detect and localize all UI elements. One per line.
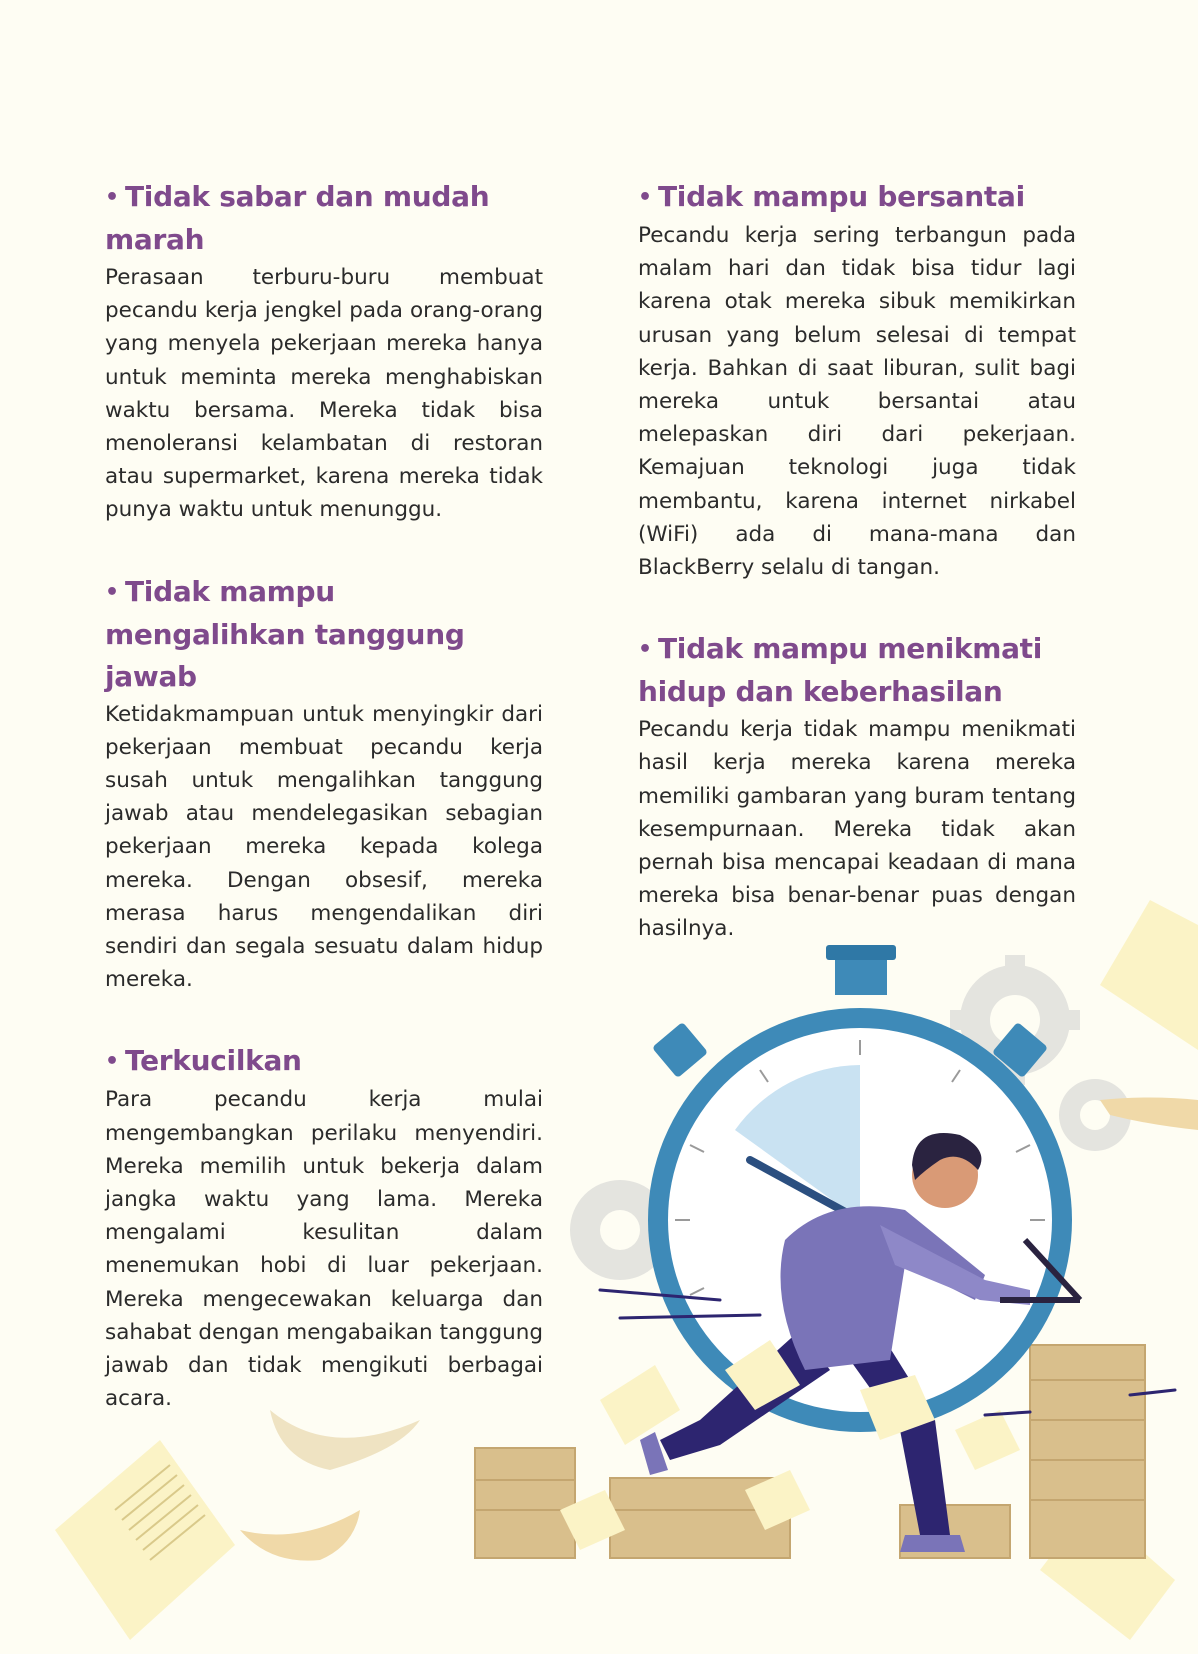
section-delegation [105,571,543,997]
running-man-icon [640,1133,1080,1552]
speed-lines [600,1290,1175,1415]
paper-icon [560,1490,625,1550]
paper-icon [600,1365,680,1445]
section-heading: • Tidak mampu bersantai [638,176,1076,219]
section-impatient [105,176,543,527]
paper-icon [1040,1505,1175,1640]
section-body: Pecandu kerja tidak mampu menikmati hasil kerja mereka karena mereka memiliki gambaran yang buram tentang kesempurnaan. Mereka tidak akan pernah bisa mencapai keadaan di mana mereka bisa benar-benar puas dengan hasilnya. [638,717,1076,942]
section-body: Ketidakmampuan untuk menyingkir dari pekerjaan membuat pecandu kerja susah untuk mengalihkan tanggung jawab atau mendelegasikan sebagian pekerjaan mereka kepada kolega mereka. Dengan obsesif, mereka merasa harus mengendalikan diri sendiri dan segala sesuatu dalam hidup mereka. [105,701,543,993]
section-body: Para pecandu kerja mulai mengembangkan perilaku menyendiri. Mereka memilih untuk bekerja dalam jangka waktu yang lama. Mereka mengalami kesulitan dalam menemukan hobi di luar pekerjaan. Mereka mengecewakan keluarga dan sahabat dengan mengabaikan tanggung jawab dan tidak mengikuti berbagai acara. [105,1087,543,1412]
paper-icon [725,1340,800,1410]
section-isolated [105,1040,543,1415]
paper-icon [1100,900,1198,1050]
paper-icon [955,1410,1020,1470]
section-heading: • Tidak sabar dan mudah marah [105,176,543,261]
bullet-icon: • [638,637,652,663]
section-relax [638,176,1076,584]
curled-paper-icon [1100,1098,1198,1131]
section-enjoy [638,628,1076,945]
bullet-icon: • [105,1049,119,1075]
bullet-icon: • [105,579,119,605]
paper-stack-icon [475,1345,1145,1558]
left-column [105,176,543,1459]
gear-icon [1059,1079,1131,1151]
section-heading: • Tidak mampu mengalihkan tanggung jawab [105,571,543,698]
stopwatch-icon [648,945,1072,1432]
section-body: Pecandu kerja sering terbangun pada malam hari dan tidak bisa tidur lagi karena otak mereka sibuk memikirkan urusan yang belum selesai di tempat kerja. Bahkan di saat liburan, sulit bagi mereka untuk bersantai atau melepaskan diri dari pekerjaan. Kemajuan teknologi juga tidak membantu, karena internet nirkabel (WiFi) ada di mana-mana dan BlackBerry selalu di tangan. [638,223,1076,581]
right-column [638,176,1076,990]
curled-paper-icon [240,1510,360,1561]
section-body: Perasaan terburu-buru membuat pecandu kerja jengkel pada orang-orang yang menyela pekerjaan mereka hanya untuk meminta mereka menghabiskan waktu bersama. Mereka tidak bisa menoleransi kelambatan di restoran atau supermarket, karena mereka tidak punya waktu untuk menunggu. [105,265,543,523]
paper-icon [55,1440,235,1640]
bullet-icon: • [105,185,119,210]
bullet-icon: • [638,185,652,210]
gear-icon [570,1180,670,1280]
section-heading: • Tidak mampu menikmati hidup dan keberhasilan [638,628,1076,713]
paper-icon [860,1375,935,1440]
paper-icon [745,1470,810,1530]
section-heading: • Terkucilkan [105,1040,543,1083]
